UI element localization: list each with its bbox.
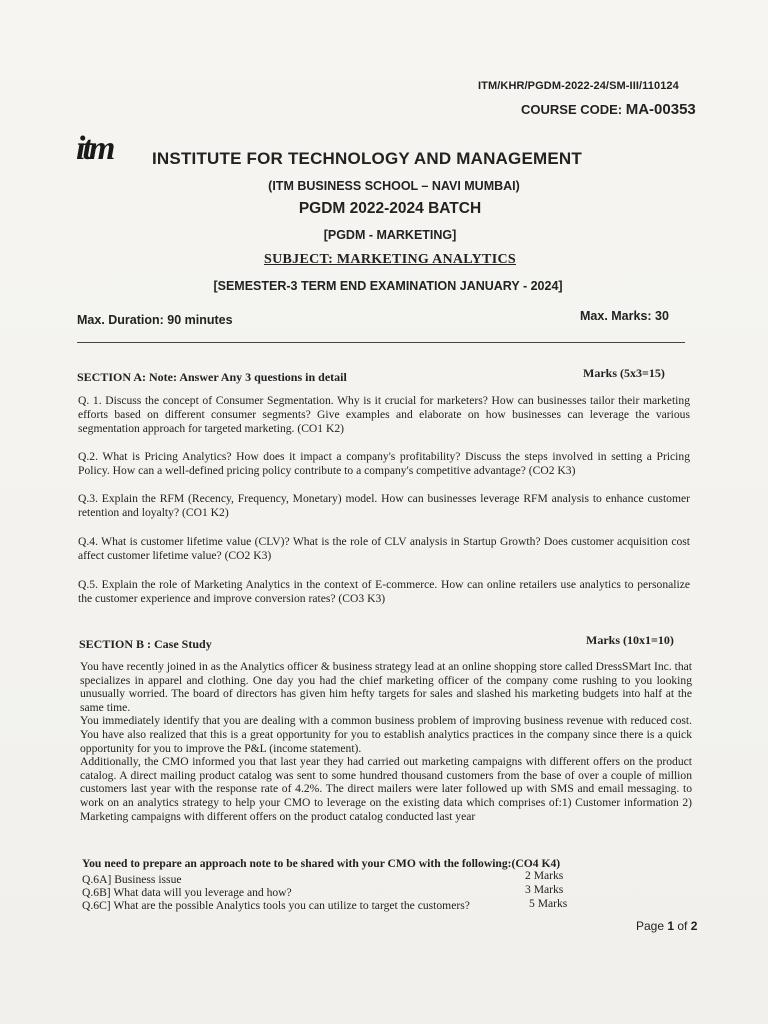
course-code-label: COURSE CODE: [521,102,626,117]
question-4: Q.4. What is customer lifetime value (CLV)? What is the role of CLV analysis in Startup Growth? Does customer acquisition cost affect customer lifetime value? (CO2 K3) [78,535,690,562]
institute-name: INSTITUTE FOR TECHNOLOGY AND MANAGEMENT [152,149,582,168]
sub-question-6b: Q.6B] What data will you leverage and how? [82,886,292,899]
subject-title: SUBJECT: MARKETING ANALYTICS [264,252,516,267]
school-name: (ITM BUSINESS SCHOOL – NAVI MUMBAI) [268,179,520,193]
page-number [636,919,697,933]
max-duration: Max. Duration: 90 minutes [77,313,233,327]
sub-question-6c: Q.6C] What are the possible Analytics tools you can utilize to target the customers? [82,899,470,912]
reference-code: ITM/KHR/PGDM-2022-24/SM-III/110124 [478,80,679,92]
question-1: Q. 1. Discuss the concept of Consumer Segmentation. Why is it crucial for marketers? How can businesses tailor their marketing efforts based on different consumer segments? Give examples and elaborate on how businesses can leverage the various segmentation approach for targeted marketing. (CO1 K2) [78,394,690,435]
semester-info: [SEMESTER-3 TERM END EXAMINATION JANUARY - 2024] [213,279,563,293]
approach-note-instruction: You need to prepare an approach note to be shared with your CMO with the following:(CO4 K4) [82,857,561,870]
section-a-marks: Marks (5x3=15) [583,366,665,380]
sub-question-6a-marks: 2 Marks [525,869,564,882]
sub-question-6a: Q.6A] Business issue [82,873,182,886]
itm-logo [76,131,136,167]
page-of: of [674,919,691,933]
header-divider [77,342,685,343]
case-paragraph: You have recently joined in as the Analytics officer & business strategy lead at an online shopping store called DressSMart Inc. that specializes in apparel and clothing. One day you had the chief marketing officer of the company come rushing to you looking unusually worried. The board of directors has given him hefty targets for sales and slashed his marketing budgets into half at the same time. [80,660,692,714]
page-prefix: Page [636,919,668,933]
case-paragraph: Additionally, the CMO informed you that last year they had carried out marketing campaigns with different offers on the product catalog. A direct mailing product catalog was sent to some hundred thousand customers from the base of over a couple of million customers last year with the response rate of 4.2%. The direct mailers were later followed up with SMS and email messaging. to work on an analytics strategy to help your CMO to leverage on the existing data which comprises of:1) Customer information 2) Marketing campaigns with different offers on the product catalog conducted last year [80,755,692,823]
page-total: 2 [690,919,698,933]
page-current: 1 [667,919,675,933]
section-a-title: SECTION A: Note: Answer Any 3 questions in detail [77,370,347,384]
course-code [521,101,696,118]
batch-title: PGDM 2022-2024 BATCH [298,200,482,217]
max-marks: Max. Marks: 30 [580,309,669,323]
case-paragraph: You immediately identify that you are dealing with a common business problem of improving business revenue with reduced cost. You have also realized that this is a great opportunity for you to establish analytics practices in the company since there is a quick opportunity for you to improve the P&L (income statement). [80,714,692,755]
section-b-marks: Marks (10x1=10) [586,633,674,647]
case-study-text [80,660,692,823]
question-3: Q.3. Explain the RFM (Recency, Frequency, Monetary) model. How can businesses leverage RFM analysis to enhance customer retention and loyalty? (CO1 K2) [78,492,690,519]
course-code-value: MA-00353 [625,101,696,118]
logo-text: itm [76,131,113,167]
sub-question-6c-marks: 5 Marks [529,897,568,910]
question-2: Q.2. What is Pricing Analytics? How does it impact a company's profitability? Discuss the steps involved in setting a Pricing Policy. How can a well-defined pricing policy contribute to a company's competitive advantage? (CO2 K3) [78,450,690,477]
sub-question-6b-marks: 3 Marks [525,883,564,896]
question-5: Q.5. Explain the role of Marketing Analytics in the context of E-commerce. How can online retailers use analytics to personalize the customer experience and improve conversion rates? (CO3 K3) [78,578,690,605]
section-b-title: SECTION B : Case Study [79,637,212,651]
program-name: [PGDM - MARKETING] [323,228,457,242]
